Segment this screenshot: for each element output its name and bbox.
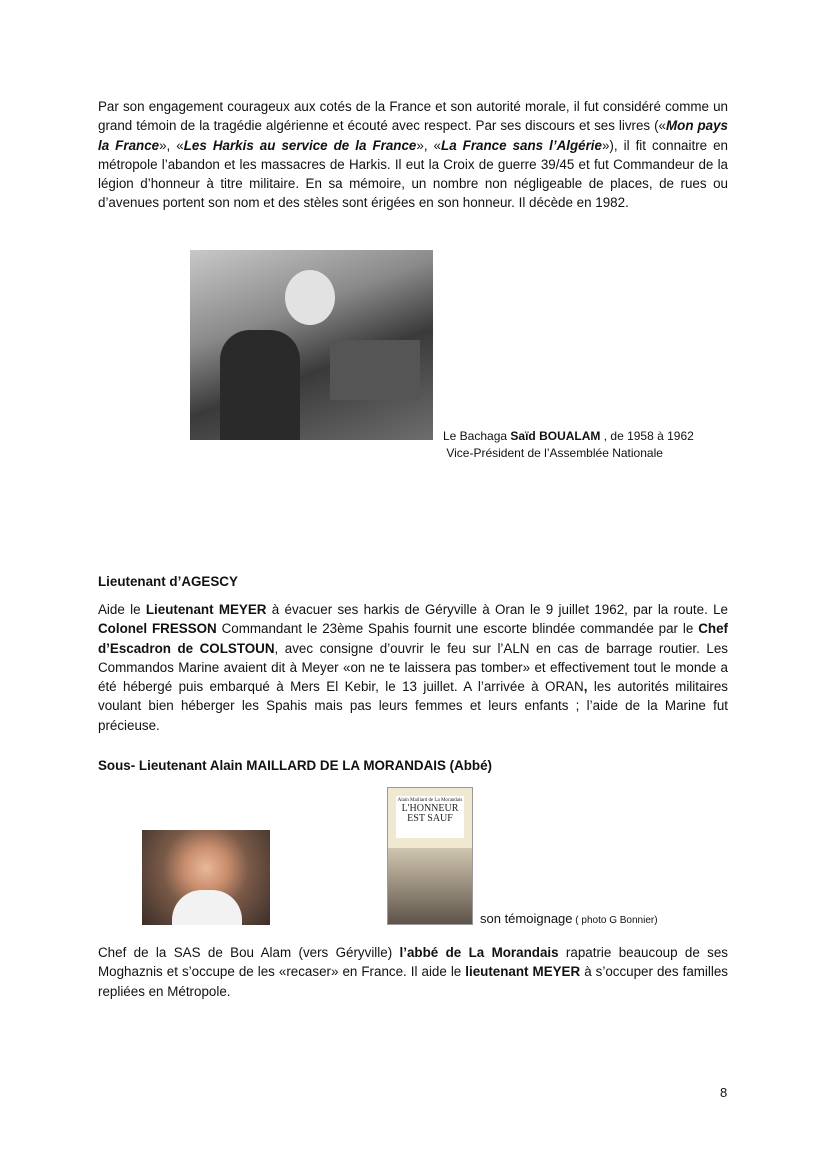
paragraph-boualam: Par son engagement courageux aux cotés de la France et son autorité morale, il fut considéré comme un grand témoin de la tragédie algérienne et écouté avec respect. Par ses discours et ses livres («Mon pays la France», «Les Harkis au service de la France», «La France sans l’Algérie»), il fit connaitre en métropole l’abandon et les massacres de Harkis. Il eut la Croix de guerre 39/45 et fut Commandeur de la légion d’honneur à titre militaire. En sa mémoire, un nombre non négligeable de places, de rues ou d’avenues portent son nom et des stèles sont érigées en son honneur. Il décède en 1982. (98, 99, 729, 211)
book-cover-honneur-est-sauf: Alain Maillard de La Morandais L'HONNEUR EST SAUF (387, 787, 473, 925)
paragraph-agescy: Aide le Lieutenant MEYER à évacuer ses harkis de Géryville à Oran le 9 juillet 1962, par la route. Le Colonel FRESSON Commandant le 23ème Spahis fournit une escorte blindée commandée par le Chef d’Escadron de COLSTOUN, avec consigne d’ouvrir le feu sur l’ALN en cas de barrage routier. Les Commandos Marine avaient dit à Meyer «on ne te laissera pas tomber» et effectivement tout le monde a été hébergé puis embarqué à Mers El Kebir, le 13 juillet. A l’arrivée à ORAN, les autorités militaires voulant bien héberger les Spahis mais pas leurs femmes et leurs enfants ; l’aide de la Marine fut précieuse. (98, 602, 728, 733)
heading-morandais: Sous- Lieutenant Alain MAILLARD DE LA MORANDAIS (Abbé) (98, 758, 493, 773)
caption-temoignage: son témoignage ( photo G Bonnier) (480, 911, 658, 926)
heading-agescy: Lieutenant d’AGESCY (98, 574, 238, 589)
page-number: 8 (720, 1085, 728, 1100)
photo-boualam-assembly (190, 250, 433, 440)
photo-caption-boualam: Le Bachaga Saïd BOUALAM , de 1958 à 1962 Vice-Président de l’Assemblée Nationale (443, 429, 694, 460)
portrait-morandais (142, 830, 270, 925)
paragraph-morandais: Chef de la SAS de Bou Alam (vers Géryville) l’abbé de La Morandais rapatrie beaucoup de ses Moghaznis et s’occupe de les «recaser» en France. Il aide le lieutenant MEYER à s’occuper des familles repliées en Métropole. (98, 945, 729, 999)
